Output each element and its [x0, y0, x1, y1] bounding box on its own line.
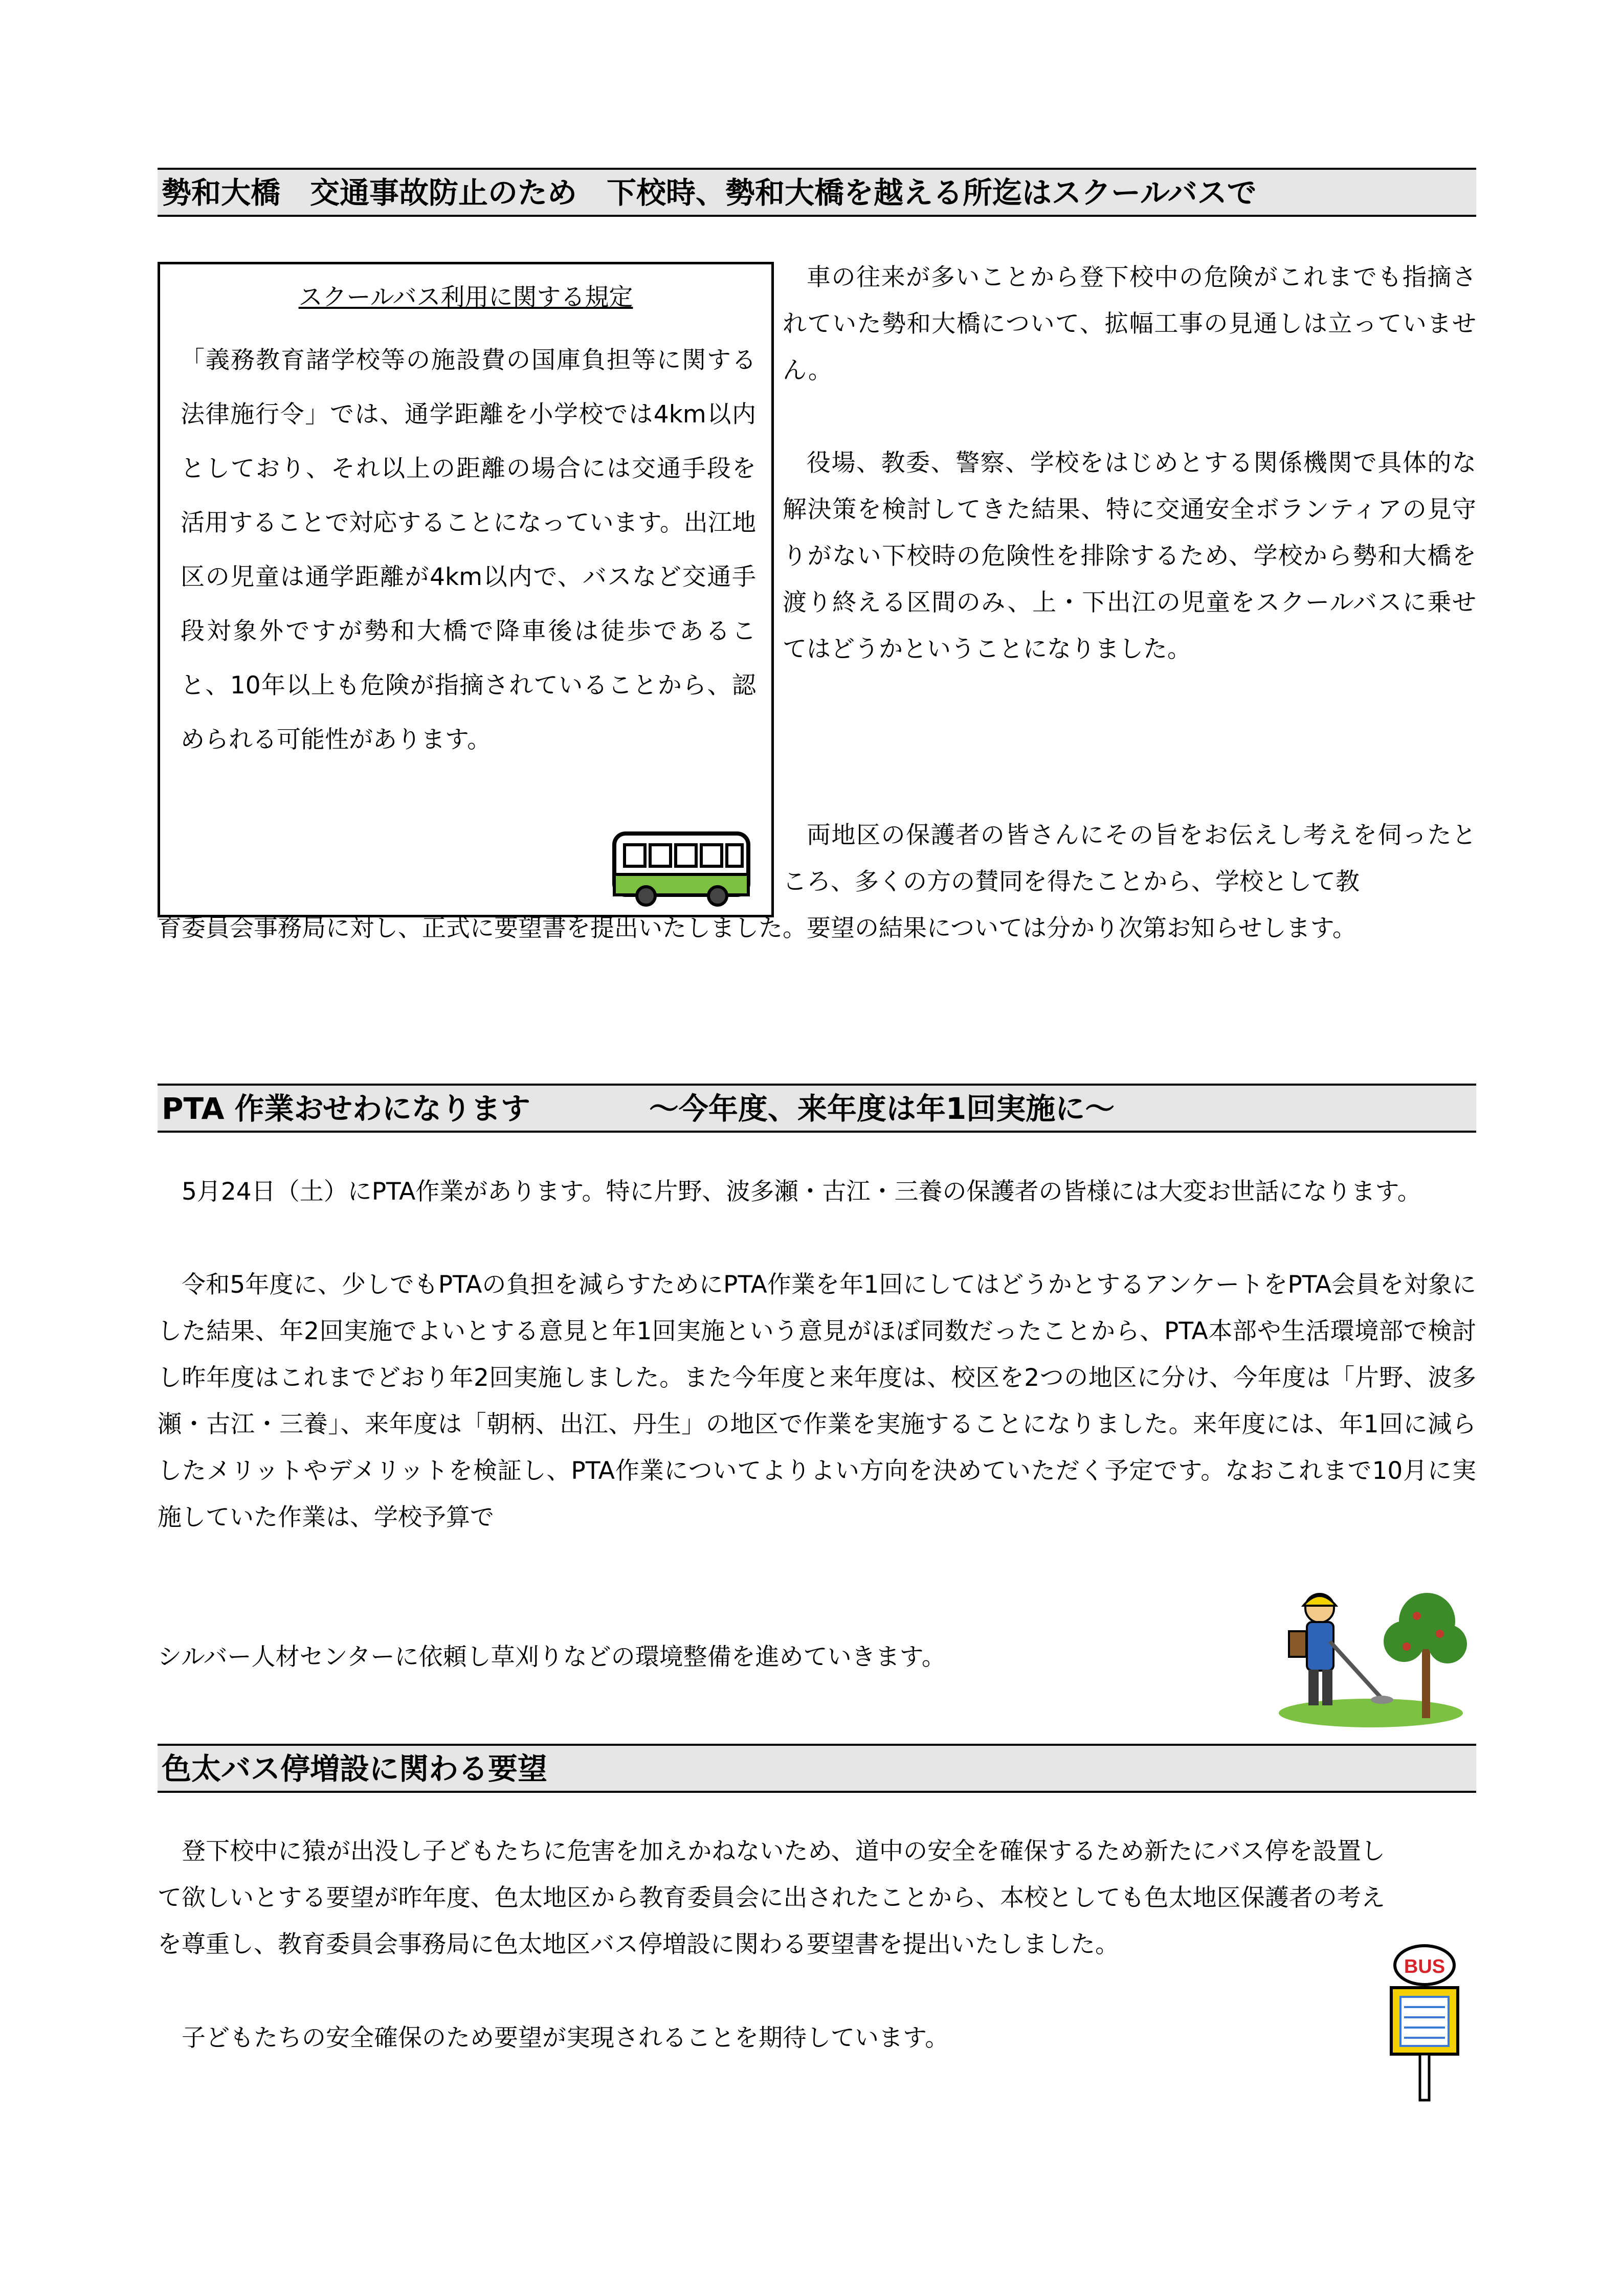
section3-paragraph-2: 子どもたちの安全確保のため要望が実現されることを期待しています。 — [182, 2024, 949, 2052]
section2-paragraph-2-last-line: シルバー人材センターに依頼し草刈りなどの環境整備を進めていきます。 — [158, 1643, 946, 1671]
section1-paragraph-1: 車の往来が多いことから登下校中の危険がこれまでも指摘されていた勢和大橋について、拡幅工事の見通しは立っていません。 — [783, 263, 1476, 385]
section1-paragraph-2: 役場、教委、警察、学校をはじめとする関係機関で具体的な解決策を検討してきた結果、特に交通安全ボランティアの見守りがない下校時の危険性を排除するため、学校から勢和大橋を渡り終える区間のみ、上・下出江の児童をスクールバスに乗せてはどうかということになりました。 — [783, 449, 1476, 663]
bus-stop-sign-text: BUS — [1404, 1956, 1445, 1977]
section-heading-seiwa-bridge: 勢和大橋 交通事故防止のため 下校時、勢和大橋を越える所迄はスクールバスで — [158, 168, 1476, 217]
grass-cutting-worker-icon — [1274, 1585, 1468, 1734]
school-bus-icon — [610, 829, 753, 909]
section3-paragraph-1: 登下校中に猿が出没し子どもたちに危害を加えかねないため、道中の安全を確保するため新たにバス停を設置して欲しいとする要望が昨年度、色太地区から教育委員会に出されたことから、本校としても色太地区保護者の考えを尊重し、教育委員会事務局に色太地区バス停増設に関わる要望書を提出いたしました。 — [158, 1837, 1385, 1959]
rules-box-title: スクールバス利用に関する規定 — [298, 283, 633, 311]
section2-paragraph-2: 令和5年度に、少しでもPTAの負担を減らすためにPTA作業を年1回にしてはどうかとするアンケートをPTA会員を対象にした結果、年2回実施でよいとする意見と年1回実施という意見がほぼ同数だったことから、PTA本部や生活環境部で検討し昨年度はこれまでどおり年2回実施しました。また今年度と来年度は、校区を2つの地区に分け、今年度は「片野、波多瀬・古江・三養」、来年度は「朝柄、出江、丹生」の地区で作業を実施することになりました。来年度には、年1回に減らしたメリットやデメリットを検証し、PTA作業についてよりよい方向を決めていただく予定です。なおこれまで10月に実施していた作業は、学校予算で — [158, 1271, 1476, 1532]
section1-paragraph-3-continued: 育委員会事務局に対し、正式に要望書を提出いたしました。要望の結果については分かり次第お知らせします。 — [158, 914, 1356, 942]
rules-box-body: 「義務教育諸学校等の施設費の国庫負担等に関する法律施行令」では、通学距離を小学校では4km以内としており、それ以上の距離の場合には交通手段を活用することで対応することになっています。出江地区の児童は通学距離が4km以内で、バスなど交通手段対象外ですが勢和大橋で降車後は徒歩であること、10年以上も危険が指摘されていることから、認められる可能性があります。 — [181, 346, 756, 754]
section2-paragraph-1: 5月24日（土）にPTA作業があります。特に片野、波多瀬・古江・三養の保護者の皆様には大変お世話になります。 — [182, 1178, 1421, 1206]
section1-paragraph-3: 両地区の保護者の皆さんにその旨をお伝えし考えを伺ったところ、多くの方の賛同を得たことから、学校として教 — [783, 821, 1476, 896]
bus-stop-sign-icon — [1381, 1941, 1468, 2104]
section-heading-shikita-bus-stop: 色太バス停増設に関わる要望 — [158, 1744, 1476, 1793]
section-heading-pta-work: PTA 作業おせわになります ～今年度、来年度は年1回実施に～ — [158, 1084, 1476, 1133]
school-bus-rules-box — [158, 262, 774, 917]
